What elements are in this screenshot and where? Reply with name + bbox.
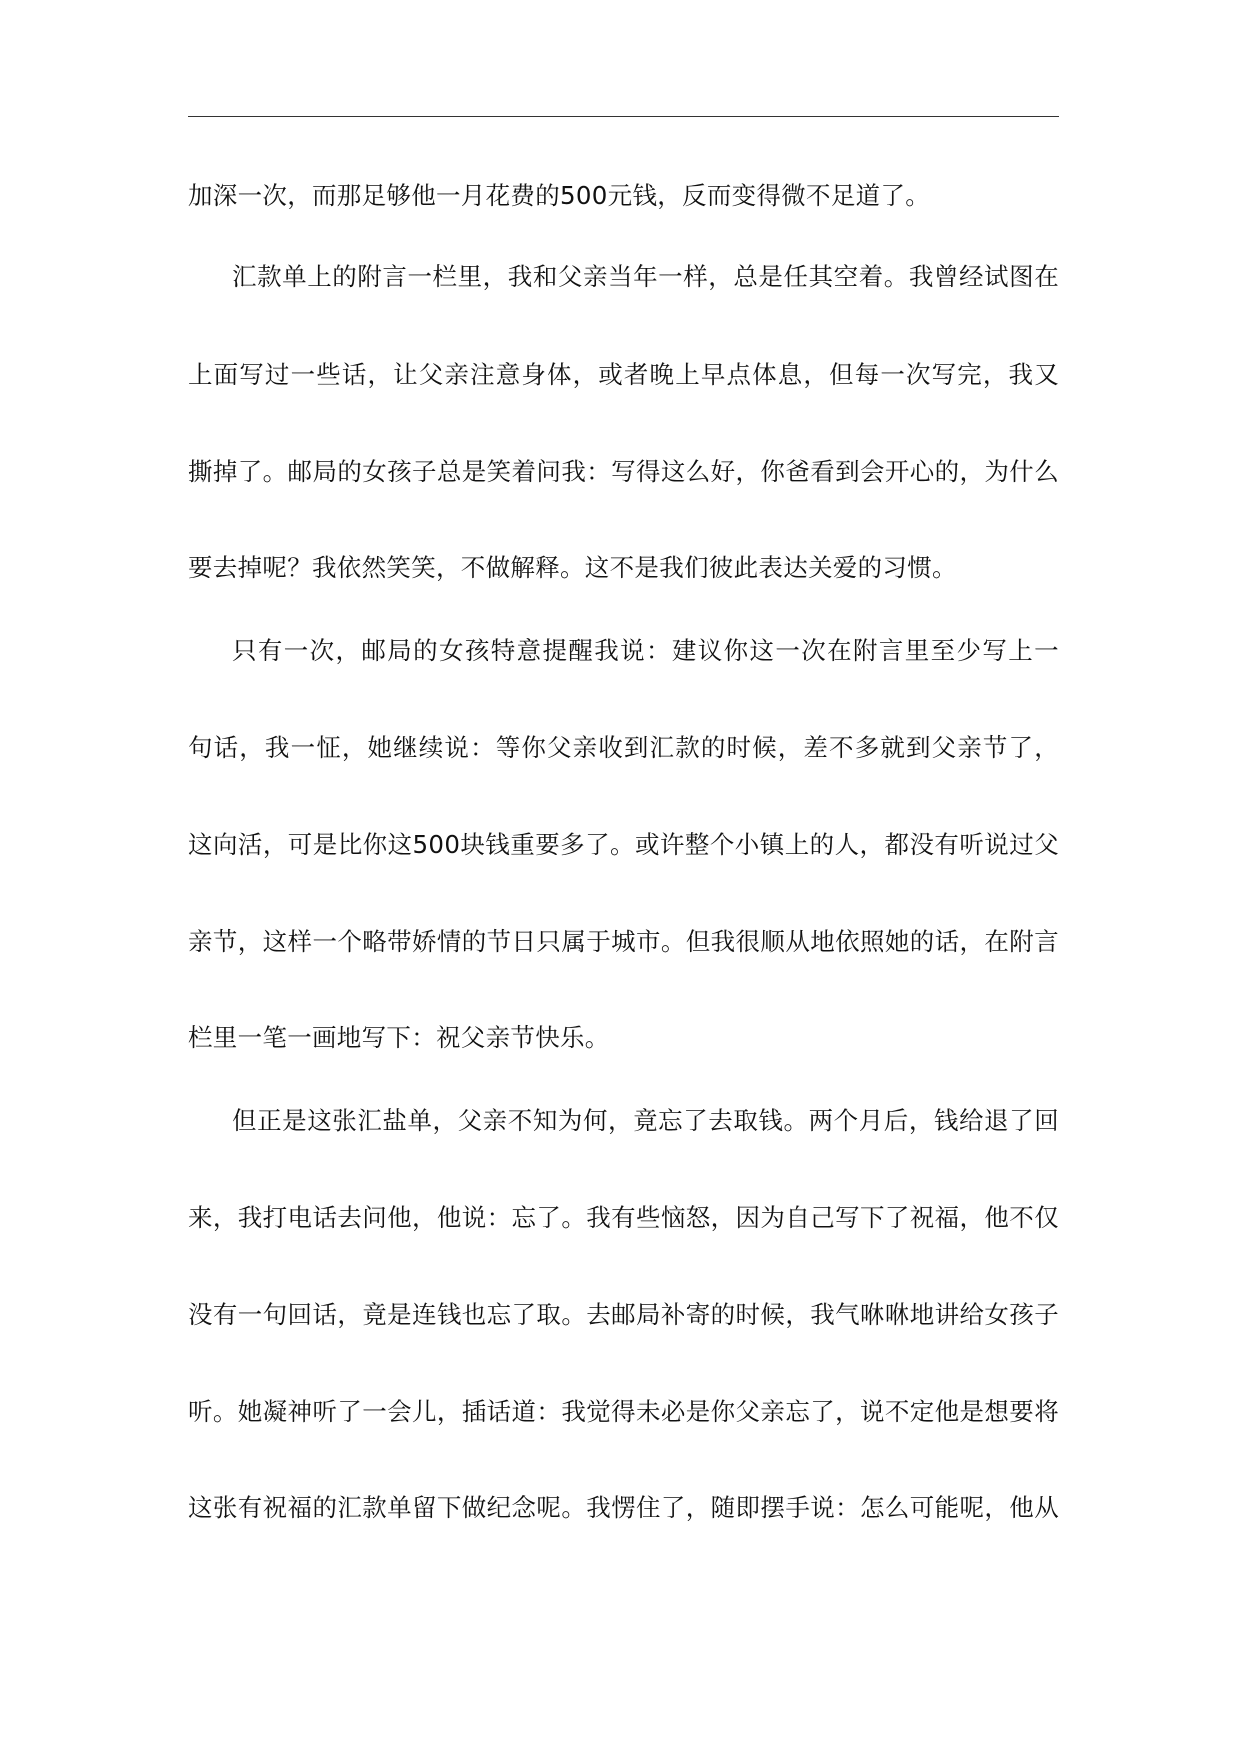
text-line: 这张有祝福的汇款单留下做纪念呢。我愣住了，随即摆手说：怎么可能呢，他从 (188, 1493, 1059, 1522)
text-line: 句话，我一怔，她继续说：等你父亲收到汇款的时候，差不多就到父亲节了， (188, 733, 1059, 762)
text-line: 只有一次，邮局的女孩特意提醒我说：建议你这一次在附言里至少写上一 (232, 636, 1059, 665)
text-line: 加深一次，而那足够他一月花费的500元钱，反而变得微不足道了。 (188, 181, 931, 210)
text-line: 撕掉了。邮局的女孩子总是笑着问我：写得这么好，你爸看到会开心的，为什么 (188, 457, 1059, 486)
text-line: 这向活，可是比你这500块钱重要多了。或许整个小镇上的人，都没有听说过父 (188, 830, 1059, 859)
text-line: 栏里一笔一画地写下：祝父亲节快乐。 (188, 1023, 610, 1052)
text-line: 要去掉呢？我依然笑笑，不做解释。这不是我们彼此表达关爱的习惯。 (188, 553, 957, 582)
header-rule (188, 116, 1059, 117)
text-line: 没有一句回话，竟是连钱也忘了取。去邮局补寄的时候，我气咻咻地讲给女孩子 (188, 1300, 1059, 1329)
text-line: 听。她凝神听了一会儿，插话道：我觉得未必是你父亲忘了，说不定他是想要将 (188, 1397, 1059, 1426)
text-line: 汇款单上的附言一栏里，我和父亲当年一样，总是任其空着。我曾经试图在 (232, 262, 1059, 291)
text-line: 亲节，这样一个略带娇情的节日只属于城市。但我很顺从地依照她的话，在附言 (188, 927, 1059, 956)
text-line: 来，我打电话去问他，他说：忘了。我有些恼怒，因为自己写下了祝福，他不仅 (188, 1203, 1059, 1232)
text-line: 上面写过一些话，让父亲注意身体，或者晚上早点体息，但每一次写完，我又 (188, 360, 1059, 389)
text-line: 但正是这张汇盐单，父亲不知为何，竟忘了去取钱。两个月后，钱给退了回 (232, 1106, 1059, 1135)
